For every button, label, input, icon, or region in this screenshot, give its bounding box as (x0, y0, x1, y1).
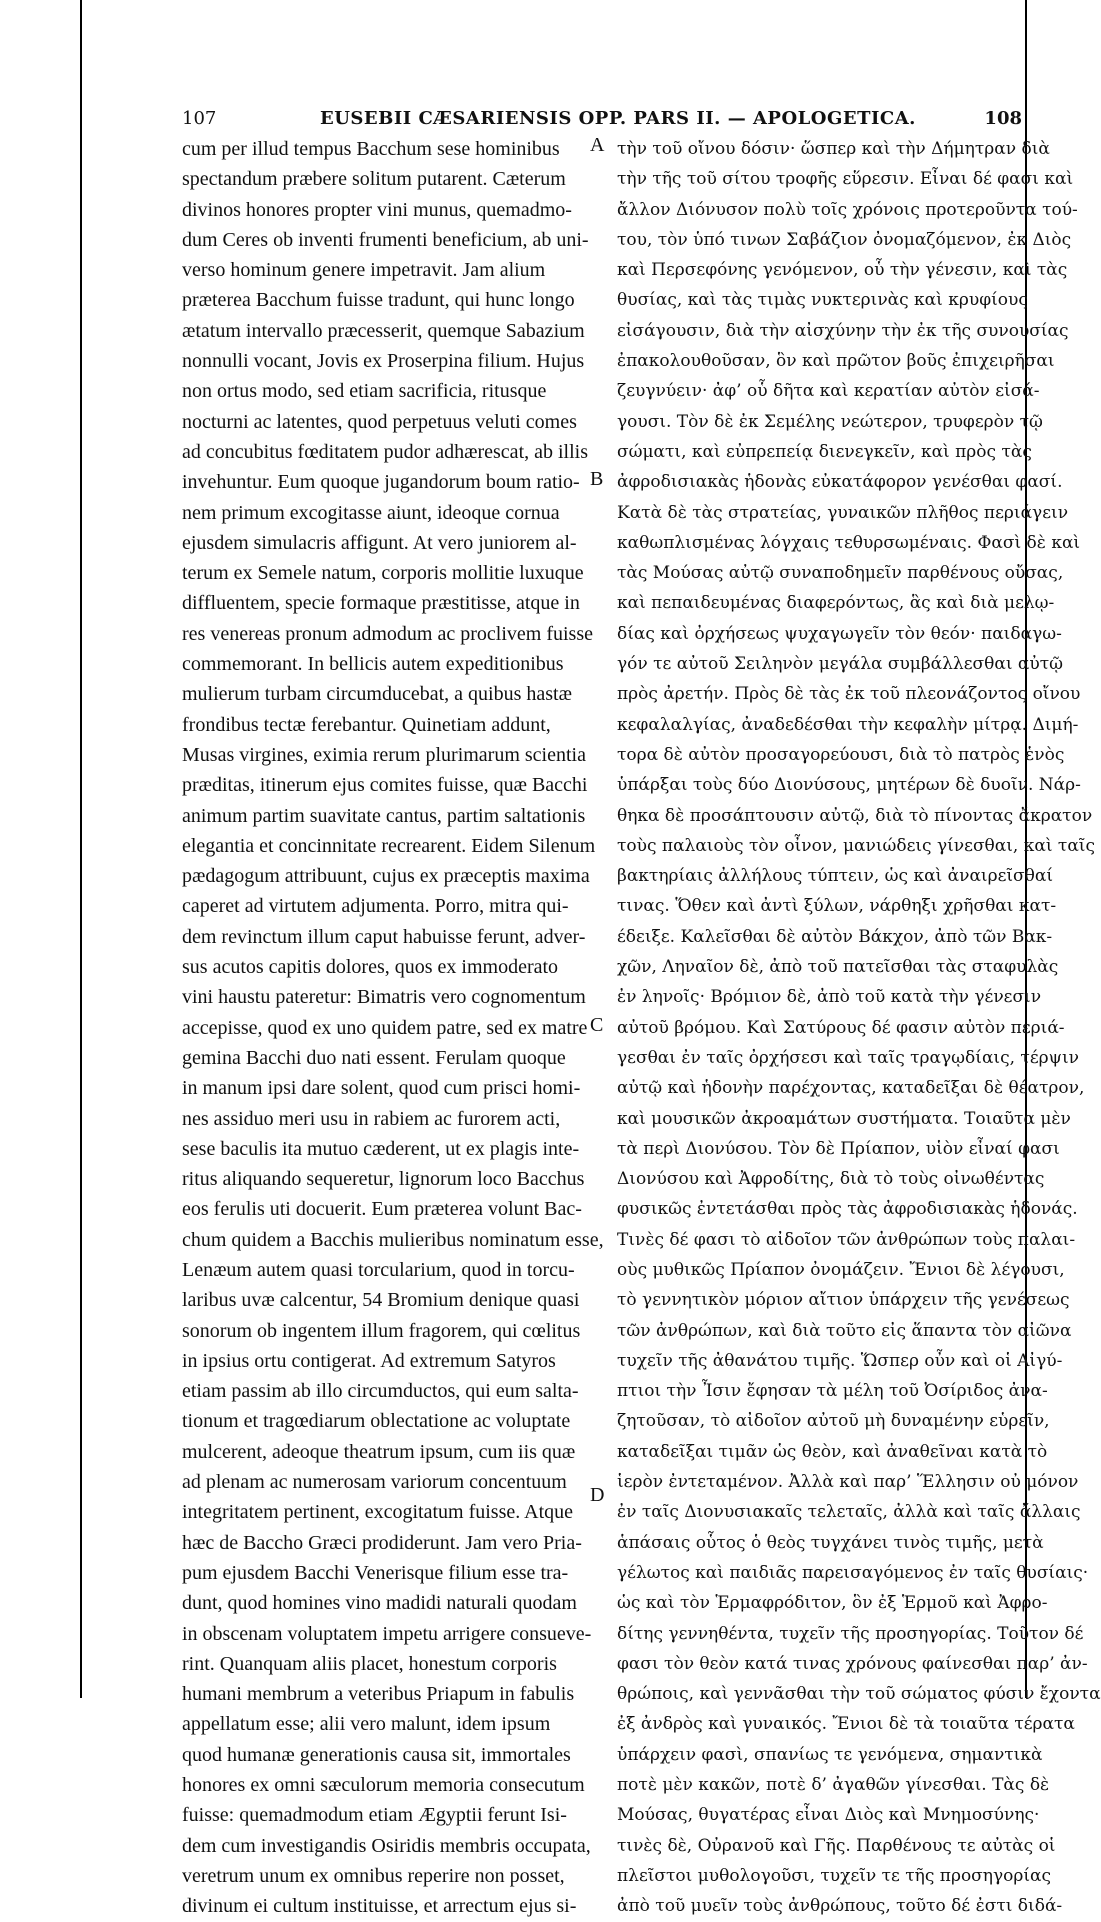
text-line: γουσι. Τὸν δὲ ἐκ Σεμέλης νεώτερον, τρυφερὸν τῷ (617, 411, 1043, 432)
greek-column (617, 134, 1101, 1922)
text-line: τὴν τῆς τοῦ σίτου τροφῆς εὕρεσιν. Εἶναι δέ φασι καὶ (617, 169, 1074, 190)
text-line: γέλωτος καὶ παιδιᾶς παρεισαγόμενος ἐν ταῖς θυσίαις· (617, 1562, 1089, 1583)
text-line: τὴν τοῦ οἴνου δόσιν· ὥσπερ καὶ τὴν Δήμητραν διὰ (617, 139, 1050, 159)
text-line: ἐπακολουθοῦσαν, ὃν καὶ πρῶτον βοῦς ἐπιχειρῆσαι (617, 351, 1055, 372)
text-line: tionum et tragœdiarum oblectatione ac voluptate (182, 1410, 571, 1433)
text-line: εἰσάγουσιν, διὰ τὴν αἰσχύνην τὴν ἐκ τῆς συνουσίας (617, 320, 1069, 341)
latin-column (182, 134, 604, 1922)
text-line: καθωπλισμένας λόγχαις τεθυρσωμέναις. Φασὶ δὲ καὶ (617, 532, 1081, 553)
text-line: ὑπάρξαι τοὺς δύο Διονύσους, μητέρων δὲ δυοῖν. Νάρ- (617, 775, 1081, 796)
text-line: accepisse, quod ex uno quidem patre, sed ex matre (182, 1016, 588, 1039)
text-line: caperet ad virtutem adjumenta. Porro, mitra qui- (182, 895, 569, 918)
text-line: rint. Quanquam aliis placet, honestum corporis (182, 1652, 557, 1675)
text-line: dem revinctum illum caput habuisse ferunt, adver- (182, 925, 586, 948)
text-line: ζευγνύειν· ἀφ’ οὗ δῆτα καὶ κερατίαν αὐτὸν εἰσά- (617, 381, 1040, 402)
text-line: φασι τὸν θεὸν κατά τινας χρόνους φαίνεσθαι παρ’ ἀν- (617, 1653, 1088, 1674)
text-line: τινὲς δὲ, Οὐρανοῦ καὶ Γῆς. Παρθένους τε αὐτὰς οἱ (617, 1835, 1056, 1856)
text-line: τυχεῖν τῆς ἀθανάτου τιμῆς. Ὥσπερ οὖν καὶ οἱ Αἰγύ- (617, 1350, 1063, 1371)
text-line: ἐν ληνοῖς· Βρόμιον δὲ, ἀπὸ τοῦ κατὰ τὴν γένεσιν (617, 987, 1042, 1008)
text-line: Τινὲς δέ φασι τὸ αἰδοῖον τῶν ἀνθρώπων τοὺς παλαι- (617, 1229, 1076, 1250)
text-line: divinum ei cultum instituisse, et arrectum ejus si- (182, 1895, 577, 1918)
text-line: ἀφροδισιακὰς ἡδονὰς εὐκατάφορον γενέσθαι φασί. (617, 472, 1063, 493)
text-line: diffluentem, specie formaque præstitisse, atque in (182, 592, 580, 615)
text-line: gemina Bacchi duo nati essent. Ferulam quoque (182, 1046, 566, 1069)
text-line: commemorant. In bellicis autem expeditionibus (182, 653, 564, 676)
text-line: ἀπὸ τοῦ μυεῖν τοὺς ἀνθρώπους, τοῦτο δέ ἐστι διδά- (617, 1896, 1063, 1917)
text-line: ad concubitus fœditatem pudor adhærescat, ab illis (182, 440, 589, 463)
text-line: præterea Bacchum fuisse tradunt, qui hunc longo (182, 289, 575, 312)
text-line: Μούσας, θυγατέρας εἶναι Διὸς καὶ Μνημοσύνης· (617, 1805, 1040, 1826)
right-page-number: 108 (984, 108, 1022, 129)
text-line: dem cum investigandis Osiridis membris occupata, (182, 1834, 591, 1857)
text-line: αὐτῷ καὶ ἡδονὴν παρέχοντας, καταδεῖξαι δὲ θέατρον, (617, 1078, 1085, 1099)
text-line: φυσικῶς ἐντετάσθαι πρὸς τὰς ἀφροδισιακὰς ἡδονάς. (617, 1199, 1078, 1220)
text-line: nonnulli vocant, Jovis ex Proserpina filium. Hujus (182, 350, 585, 373)
text-line: hæc de Baccho Græci prodiderunt. Jam vero Pria- (182, 1531, 582, 1554)
text-line: γεσθαι ἐν ταῖς ὀρχήσεσι καὶ ταῖς τραγῳδίαις, τέρψιν (617, 1047, 1079, 1068)
text-line: Κατὰ δὲ τὰς στρατείας, γυναικῶν πλῆθος περιάγειν (617, 502, 1069, 523)
text-line: nocturni ac latentes, quod perpetuus veluti comes (182, 410, 577, 433)
text-line: ἐν ταῖς Διονυσιακαῖς τελεταῖς, ἀλλὰ καὶ ταῖς ἄλλαις (617, 1502, 1081, 1523)
text-line: frondibus tectæ ferebantur. Quinetiam addunt, (182, 713, 551, 736)
text-line: τὸ γεννητικὸν μόριον αἴτιον ὑπάρχειν τῆς γενέσεως (617, 1290, 1070, 1311)
text-line: divinos honores propter vini munus, quemadmo- (182, 198, 572, 221)
text-line: præditas, itinerum ejus comites fuisse, quæ Bacchi (182, 774, 588, 797)
text-line: τοὺς παλαιοὺς τὸν οἶνον, μανιώδεις γίνεσθαι, καὶ ταῖς (617, 835, 1095, 856)
text-line: eos ferulis uti docuerit. Eum præterea volunt Bac- (182, 1198, 582, 1221)
section-marker-c: C (590, 1014, 604, 1036)
text-line: αὐτοῦ βρόμου. Καὶ Σατύρους δέ φασιν αὐτὸν περιά- (617, 1017, 1065, 1038)
text-line: Lenæum autem quasi torcularium, quod in torcu- (182, 1258, 575, 1281)
text-line: ἄλλον Διόνυσον πολὺ τοῖς χρόνοις προτεροῦντα τού- (617, 199, 1078, 220)
text-line: in obscenam voluptatem impetu arrigere consueve- (182, 1622, 592, 1645)
text-line: θηκα δὲ προσάπτουσιν αὐτῷ, διὰ τὸ πίνοντας ἄκρατον (617, 805, 1093, 826)
text-line: καὶ πεπαιδευμένας διαφερόντως, ἃς καὶ διὰ μελῳ- (617, 593, 1055, 614)
text-line: laribus uvæ calcentur, 54 Bromium denique quasi (182, 1289, 580, 1312)
text-line: καὶ Περσεφόνης γενόμενον, οὗ τὴν γένεσιν, καὶ τὰς (617, 260, 1068, 281)
text-line: pum ejusdem Bacchi Venerisque filium esse tra- (182, 1561, 569, 1584)
text-line: οὺς μυθικῶς Πρίαπον ὀνομάζειν. Ἔνιοι δὲ λέγουσι, (617, 1259, 1065, 1280)
text-line: mulcerent, adeoque theatrum ipsum, cum iis quæ (182, 1440, 576, 1463)
text-line: integritatem pertinent, excogitatum fuisse. Atque (182, 1501, 574, 1524)
text-line: ritus aliquando sequeretur, lignorum loco Bacchus (182, 1168, 585, 1191)
text-line: Διονύσου καὶ Ἀφροδίτης, διὰ τὸ τοὺς οἰνωθέντας (617, 1169, 1045, 1190)
text-line: ἱερὸν ἐντεταμένον. Ἀλλὰ καὶ παρ’ Ἕλλησιν οὐ μόνον (617, 1472, 1079, 1493)
text-line: elegantia et concinnitate recrearent. Eidem Silenum (182, 834, 596, 857)
text-line: sonorum ob ingentem illum fragorem, qui cœlitus (182, 1319, 581, 1342)
text-line: θυσίας, καὶ τὰς τιμὰς νυκτερινὰς καὶ κρυφίους (617, 290, 1028, 311)
text-line: ὡς καὶ τὸν Ἑρμαφρόδιτον, ὃν ἐξ Ἑρμοῦ καὶ Ἀφρο- (617, 1593, 1048, 1614)
text-line: ἁπάσαις οὗτος ὁ θεὸς τυγχάνει τινὸς τιμῆς, μετὰ (617, 1532, 1044, 1553)
text-line: πλεῖστοι μυθολογοῦσι, τυχεῖν τε τῆς προσηγορίας (617, 1865, 1052, 1886)
text-line: πτιοι τὴν Ἶσιν ἔφησαν τὰ μέλη τοῦ Ὀσίριδος ἀνα- (617, 1381, 1048, 1402)
text-line: fuisse: quemadmodum etiam Ægyptii ferunt Isi- (182, 1804, 567, 1827)
text-line: veretrum unum ex omnibus reperire non posset, (182, 1864, 565, 1887)
text-line: res venereas pronum admodum ac proclivem fuisse (182, 622, 593, 645)
text-line: δίτης γεννηθέντα, τυχεῖν τῆς προσηγορίας. Τοῦτον δέ (617, 1623, 1084, 1644)
text-line: ὑπάρχειν φασὶ, σπανίως τε γενόμενα, σημαντικὰ (617, 1744, 1043, 1765)
text-line: τῶν ἀνθρώπων, καὶ διὰ τοῦτο εἰς ἅπαντα τὸν αἰῶνα (617, 1320, 1072, 1341)
text-line: δίας καὶ ὀρχήσεως ψυχαγωγεῖν τὸν θεόν· παιδαγω- (617, 623, 1062, 644)
section-marker-a: A (590, 134, 605, 156)
text-line: verso hominum genere impetravit. Jam alium (182, 259, 546, 282)
text-line: terum ex Semele natum, corporis mollitie luxuque (182, 562, 584, 585)
text-line: τὰς Μούσας αὐτῷ συναποδημεῖν παρθένους οὔσας, (617, 563, 1064, 584)
section-marker-b: B (590, 468, 604, 490)
text-line: vini haustu pateretur: Bimatris vero cognomentum (182, 986, 586, 1009)
text-line: chum quidem a Bacchis mulieribus nominatum esse, (182, 1228, 604, 1251)
text-line: invehuntur. Eum quoque jugandorum boum ratio- (182, 471, 580, 494)
text-line: pædagogum attribuunt, cujus ex præceptis maxima (182, 865, 590, 888)
text-line: sese baculis ita mutuo cæderent, ut ex plagis inte- (182, 1137, 580, 1160)
text-line: καὶ μουσικῶν ἀκροαμάτων συστήματα. Τοιαῦτα μὲν (617, 1108, 1071, 1129)
text-line: πρὸς ἀρετήν. Πρὸς δὲ τὰς ἐκ τοῦ πλεονάζοντος οἴνου (617, 684, 1081, 705)
text-line: τὰ περὶ Διονύσου. Τὸν δὲ Πρίαπον, υἱὸν εἶναί φασι (617, 1138, 1060, 1159)
text-line: τορα δὲ αὐτὸν προσαγορεύουσι, διὰ τὸ πατρὸς ἑνὸς (617, 744, 1065, 765)
text-line: τινας. Ὅθεν καὶ ἀντὶ ξύλων, νάρθηξι χρῆσθαι κατ- (617, 896, 1057, 917)
text-line: in ipsius ortu contigerat. Ad extremum Satyros (182, 1349, 556, 1372)
text-line: Musas virgines, eximia rerum plurimarum scientia (182, 743, 586, 766)
running-header (182, 108, 1042, 134)
section-marker-d: D (590, 1484, 605, 1506)
text-line: mulierum turbam circumducebat, a quibus hastæ (182, 683, 572, 706)
text-line: έδειξε. Καλεῖσθαι δὲ αὐτὸν Βάκχον, ἀπὸ τῶν Βακ- (617, 926, 1053, 947)
text-line: βακτηρίαις ἀλλήλους τύπτειν, ὡς καὶ ἀναιρεῖσθαί (617, 866, 1054, 887)
text-line: ætatum intervallo præcesserit, quemque Sabazium (182, 319, 585, 342)
text-line: ἐξ ἀνδρὸς καὶ γυναικός. Ἔνιοι δὲ τὰ τοιαῦτα τέρατα (617, 1714, 1075, 1735)
text-line: dunt, quod homines vino madidi naturali quodam (182, 1592, 577, 1615)
text-line: humani membrum a veteribus Priapum in fabulis (182, 1683, 575, 1706)
text-line: nes assiduo meri usu in rabiem ac furorem acti, (182, 1107, 561, 1130)
text-line: σώματι, καὶ εὐπρεπείᾳ διενεγκεῖν, καὶ πρὸς τὰς (617, 441, 1032, 462)
text-line: spectandum præbere solitum putarent. Cæterum (182, 168, 566, 191)
text-line: του, τὸν ὑπό τινων Σαβάζιον ὀνομαζόμενον, ἐκ Διὸς (617, 229, 1072, 250)
text-line: nem primum excogitasse aiunt, ideoque cornua (182, 501, 560, 524)
text-line: κεφαλαλγίας, ἀναδεδέσθαι τὴν κεφαλὴν μίτρᾳ. Διμή- (617, 714, 1079, 735)
text-line: animum partim suavitate cantus, partim saltationis (182, 804, 586, 827)
text-line: non ortus modo, sed etiam sacrificia, ritusque (182, 380, 547, 403)
text-line: ad plenam ac numerosam variorum concentuum (182, 1471, 567, 1494)
text-line: ejusdem simulacris affigunt. At vero juniorem al- (182, 531, 577, 554)
text-line: appellatum esse; alii vero malunt, idem ipsum (182, 1713, 551, 1736)
text-line: καταδεῖξαι τιμᾶν ὡς θεὸν, καὶ ἀναθεῖναι κατὰ τὸ (617, 1441, 1048, 1462)
text-line: dum Ceres ob inventi frumenti beneficium, ab uni- (182, 228, 589, 251)
text-line: quod humanæ generationis causa sit, immortales (182, 1743, 571, 1766)
text-line: honores ex omni sæculorum memoria consecutum (182, 1774, 585, 1797)
text-line: γόν τε αὐτοῦ Σειληνὸν μεγάλα συμβάλλεσθαι αὐτῷ (617, 654, 1063, 675)
text-line: sus acutos capitis dolores, quos ex immoderato (182, 956, 559, 979)
text-line: ζητοῦσαν, τὸ αἰδοῖον αὐτοῦ μὴ δυναμένην εὑρεῖν, (617, 1411, 1050, 1432)
text-line: ποτὲ μὲν κακῶν, ποτὲ δ’ ἀγαθῶν γίνεσθαι. Τὰς δὲ (617, 1775, 1050, 1796)
text-line: in manum ipsi dare solent, quod cum prisci homi- (182, 1077, 581, 1100)
text-line: etiam passim ab illo circumductos, qui eum salta- (182, 1380, 579, 1403)
left-page-number: 107 (182, 108, 217, 129)
text-line: cum per illud tempus Bacchum sese hominibus (182, 138, 560, 160)
text-line: χῶν, Ληναῖον δὲ, ἀπὸ τοῦ πατεῖσθαι τὰς σταφυλὰς (617, 957, 1059, 978)
text-line: θρώποις, καὶ γεννᾶσθαι τὴν τοῦ σώματος φύσιν ἔχοντα (617, 1684, 1101, 1705)
running-title: EUSEBII CÆSARIENSIS OPP. PARS II. — APOLOGETICA. (320, 108, 916, 129)
